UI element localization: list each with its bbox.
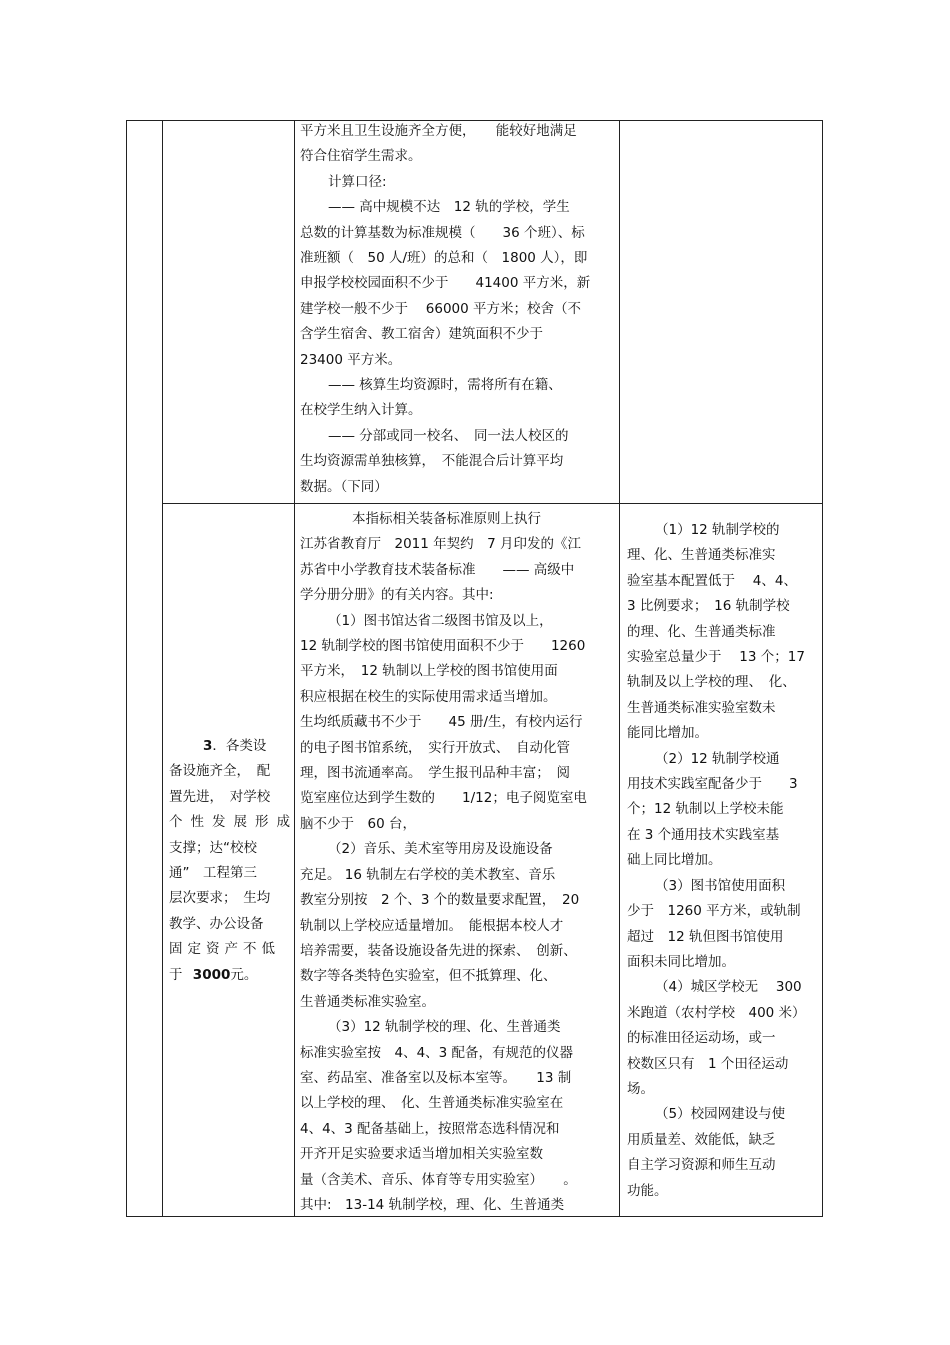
- standard-line: 苏省中小学教育技术装备标准 —— 高级中: [300, 561, 575, 578]
- deduction-line: 理、化、生普通类标准实: [627, 547, 776, 564]
- criterion-amount: 3000: [192, 966, 231, 983]
- standard-line: 其中: 13-14 轨制学校，理、化、生普通类: [300, 1196, 565, 1213]
- standard-line: 学分册分册》的有关内容。其中:: [300, 587, 494, 604]
- deduction-line: 功能。: [627, 1182, 668, 1199]
- criterion-line: 教学、办公设备: [169, 915, 264, 932]
- deduction-line: 用质量差、效能低，缺乏: [627, 1131, 776, 1148]
- standard-line: 览室座位达到学生数的 1/12；电子阅览室电: [300, 790, 587, 807]
- standard-line: 充足。 16 轨制左右学校的美术教室、音乐: [300, 866, 556, 883]
- deduction-line: 3 比例要求； 16 轨制学校: [627, 598, 790, 615]
- deduction-line: 能同比增加。: [627, 725, 708, 742]
- standard-line: 培养需要，装备设施设备先进的探索、 创新、: [300, 942, 577, 959]
- deduction-line: 生普通类标准实验室数未: [627, 699, 776, 716]
- standard-line: 平方米且卫生设施齐全方便， 能较好地满足: [300, 123, 577, 139]
- row2-standard-cell: [300, 507, 615, 1218]
- criterion-line: 层次要求； 生均: [169, 890, 271, 907]
- standard-line: 轨制以上学校应适量增加。 能根据本校人才: [300, 917, 564, 934]
- standard-line: （1）图书馆达省二级图书馆及以上，: [328, 612, 553, 629]
- deduction-line: 用技术实践室配备少于 3: [627, 776, 798, 793]
- deduction-line: 轨制及以上学校的理、 化、: [627, 674, 796, 691]
- criterion-number: 3: [203, 738, 213, 754]
- standard-line: （2）音乐、美术室等用房及设施设备: [328, 841, 553, 858]
- criterion-unit: 元。: [230, 966, 258, 983]
- standard-line: 数据。（下同）: [300, 478, 388, 495]
- standard-line: 4、4、3 配备基础上，按照常态选科情况和: [300, 1120, 560, 1137]
- deduction-line: 实验室总量少于 13 个；17: [627, 649, 805, 666]
- criterion-line: 通” 工程第三: [169, 865, 257, 882]
- standard-line: 在校学生纳入计算。: [300, 402, 422, 419]
- standard-line: 生均纸质藏书不少于 45 册/生，有校内运行: [300, 714, 583, 731]
- standard-line: 江苏省教育厅 2011 年契约 7 月印发的《江: [300, 536, 582, 553]
- deduction-line: 超过 12 轨但图书馆使用: [627, 928, 784, 945]
- criterion-line: 于: [169, 966, 183, 983]
- standard-line: 量（含美术、音乐、体育等专用实验室） 。: [300, 1171, 577, 1188]
- standard-line: 以上学校的理、 化、生普通类标准实验室在: [300, 1095, 564, 1112]
- deduction-line: 场。: [627, 1080, 654, 1097]
- standard-line: 计算口径:: [328, 173, 387, 190]
- column-divider: [619, 120, 620, 1217]
- standard-line: 生普通类标准实验室。: [300, 993, 435, 1010]
- standard-line: 室、药品室、准备室以及标本室等。 13 制: [300, 1069, 572, 1086]
- standard-line: 总数的计算基数为标准规模（ 36 个班）、标: [300, 224, 585, 241]
- standard-line: 教室分别按 2 个、3 个的数量要求配置， 20: [300, 892, 580, 909]
- standard-line: 建学校一般不少于 66000 平方米；校舍（不: [300, 300, 582, 317]
- criterion-line: 支撑；达“校校: [169, 839, 257, 856]
- standard-line: 开齐开足实验要求适当增加相关实验室数: [300, 1146, 543, 1163]
- standard-line: 积应根据在校生的实际使用需求适当增加。: [300, 688, 557, 705]
- deduction-line: 校数区只有 1 个田径运动: [627, 1055, 789, 1072]
- standard-line: —— 分部或同一校名、 同一法人校区的: [328, 427, 569, 444]
- deduction-line: 少于 1260 平方米，或轨制: [627, 903, 801, 920]
- standard-line: —— 高中规模不达 12 轨的学校，学生: [328, 199, 570, 216]
- row2-criteria-cell: [169, 734, 298, 988]
- standard-line: 含学生宿舍、教工宿舍）建筑面积不少于: [300, 326, 543, 343]
- deduction-line: （2）12 轨制学校通: [655, 750, 780, 767]
- deduction-line: 米跑道（农村学校 400 米）: [627, 1004, 806, 1021]
- standard-line: 数字等各类特色实验室，但不抵算理、化、: [300, 968, 557, 985]
- standard-line: 的电子图书馆系统， 实行开放式、 自动化管: [300, 739, 570, 756]
- standard-line: 准班额（ 50 人/班）的总和（ 1800 人），即: [300, 250, 588, 267]
- criterion-line: 个性发展形成: [169, 814, 298, 831]
- standard-line: 标准实验室按 4、4、3 配备，有规范的仪器: [300, 1044, 574, 1061]
- standard-line: 12 轨制学校的图书馆使用面积不少于 1260: [300, 638, 586, 655]
- standard-line: —— 核算生均资源时，需将所有在籍、: [328, 377, 562, 394]
- deduction-line: 个；12 轨制以上学校未能: [627, 801, 784, 818]
- standard-line: 符合住宿学生需求。: [300, 148, 422, 165]
- standard-line: 23400 平方米。: [300, 351, 402, 368]
- deduction-line: （1）12 轨制学校的: [655, 522, 780, 538]
- criterion-line: 置先进， 对学校: [169, 788, 271, 805]
- deduction-line: 的理、化、生普通类标准: [627, 623, 776, 640]
- deduction-line: 验室基本配置低于 4、4、: [627, 572, 797, 589]
- criterion-line: 固定资产不低: [169, 941, 280, 958]
- deduction-line: 自主学习资源和师生互动: [627, 1157, 776, 1174]
- standard-line: （3）12 轨制学校的理、化、生普通类: [328, 1019, 561, 1036]
- standard-line: 申报学校校园面积不少于 41400 平方米，新: [300, 275, 591, 292]
- deduction-line: 在 3 个通用技术实践室基: [627, 826, 780, 843]
- criterion-line: 备设施齐全， 配: [169, 763, 271, 780]
- criterion-line: ．各类设: [212, 738, 267, 754]
- deduction-line: 面积未同比增加。: [627, 953, 735, 970]
- column-divider: [162, 120, 163, 1217]
- standard-line: 脑不少于 60 台，: [300, 815, 416, 832]
- deduction-line: 的标准田径运动场，或一: [627, 1030, 776, 1047]
- row1-standard-cell: [300, 119, 615, 500]
- row-divider: [162, 503, 823, 504]
- column-divider: [294, 120, 295, 1217]
- deduction-line: （4）城区学校无 300: [655, 979, 802, 996]
- deduction-line: （3）图书馆使用面积: [655, 877, 786, 894]
- row2-deduction-cell: [627, 518, 819, 1204]
- standard-line: 生均资源需单独核算， 不能混合后计算平均: [300, 453, 564, 470]
- standard-line: 平方米， 12 轨制以上学校的图书馆使用面: [300, 663, 558, 680]
- standard-line: 本指标相关装备标准原则上执行: [352, 511, 541, 527]
- deduction-line: （5）校园网建设与使: [655, 1106, 786, 1123]
- standard-line: 理，图书流通率高。 学生报刊品种丰富； 阅: [300, 765, 570, 782]
- deduction-line: 础上同比增加。: [627, 852, 722, 869]
